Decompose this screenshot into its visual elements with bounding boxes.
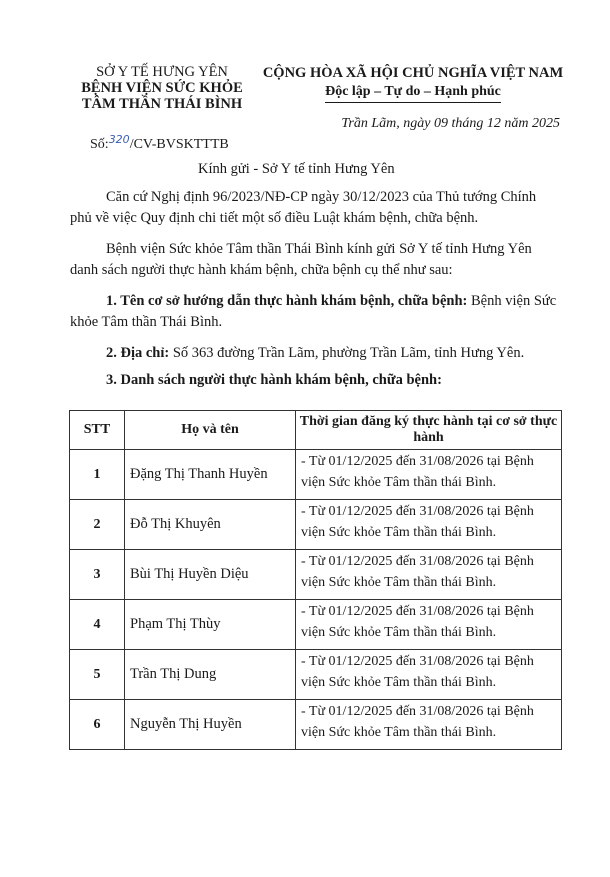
document-date: Trần Lãm, ngày 09 tháng 12 năm 2025 — [341, 116, 560, 131]
row-name: Đặng Thị Thanh Huyền — [125, 450, 296, 500]
agency-name-line2: TÂM THẦN THÁI BÌNH — [81, 96, 243, 112]
national-header — [258, 64, 568, 103]
section-3-label: 3. Danh sách người thực hành khám bệnh, chữa bệnh: — [106, 372, 442, 388]
table-row — [70, 550, 562, 600]
section-2 — [70, 343, 560, 364]
legal-basis-paragraph: Căn cứ Nghị định 96/2023/NĐ-CP ngày 30/12/2023 của Thủ tướng Chính phủ về việc Quy định chi tiết một số điều Luật khám bệnh, chữa bệnh. — [70, 189, 537, 226]
row-time: - Từ 01/12/2025 đến 31/08/2026 tại Bệnh viện Sức khỏe Tâm thần thái Bình. — [296, 450, 562, 500]
section-2-value: Số 363 đường Trần Lãm, phường Trần Lãm, tỉnh Hưng Yên. — [169, 345, 525, 361]
document-number — [90, 133, 229, 153]
issuing-agency — [62, 64, 262, 112]
row-stt: 4 — [70, 600, 125, 650]
row-name: Nguyễn Thị Huyền — [125, 700, 296, 750]
intro-paragraph: Bệnh viện Sức khỏe Tâm thần Thái Bình kính gửi Sở Y tế tỉnh Hưng Yên danh sách người thực hành khám bệnh, chữa bệnh cụ thể như sau: — [70, 241, 532, 278]
header-name: Họ và tên — [125, 411, 296, 450]
table-row — [70, 600, 562, 650]
recipient-line: Kính gửi - Sở Y tế tỉnh Hưng Yên — [198, 161, 395, 177]
header-stt: STT — [70, 411, 125, 450]
header-time: Thời gian đăng ký thực hành tại cơ sở thực hành — [296, 411, 562, 450]
table-row — [70, 700, 562, 750]
row-name: Phạm Thị Thùy — [125, 600, 296, 650]
section-1-value: Bệnh viện Sức khỏe Tâm thần Thái Bình. — [70, 293, 557, 330]
doc-number-handwritten: 320 — [108, 133, 130, 146]
row-time: - Từ 01/12/2025 đến 31/08/2026 tại Bệnh viện Sức khỏe Tâm thần thái Bình. — [296, 550, 562, 600]
section-1 — [70, 291, 560, 333]
agency-parent: SỞ Y TẾ HƯNG YÊN — [96, 64, 228, 80]
row-stt: 3 — [70, 550, 125, 600]
doc-number-label: Số: — [90, 137, 109, 152]
doc-number-suffix: /CV-BVSKTTTB — [129, 137, 229, 152]
row-time: - Từ 01/12/2025 đến 31/08/2026 tại Bệnh viện Sức khỏe Tâm thần thái Bình. — [296, 700, 562, 750]
row-name: Trần Thị Dung — [125, 650, 296, 700]
row-stt: 2 — [70, 500, 125, 550]
table-row — [70, 500, 562, 550]
agency-name-line1: BỆNH VIỆN SỨC KHỎE — [81, 80, 243, 96]
row-name: Đỗ Thị Khuyên — [125, 500, 296, 550]
country-title: CỘNG HÒA XÃ HỘI CHỦ NGHĨA VIỆT NAM — [262, 65, 564, 81]
practitioner-table — [69, 410, 562, 750]
table-row — [70, 650, 562, 700]
national-motto: Độc lập – Tự do – Hạnh phúc — [325, 83, 501, 103]
row-stt: 1 — [70, 450, 125, 500]
table-header-row — [70, 411, 562, 450]
row-name: Bùi Thị Huyền Diệu — [125, 550, 296, 600]
row-stt: 5 — [70, 650, 125, 700]
row-stt: 6 — [70, 700, 125, 750]
row-time: - Từ 01/12/2025 đến 31/08/2026 tại Bệnh viện Sức khỏe Tâm thần thái Bình. — [296, 650, 562, 700]
table-row — [70, 450, 562, 500]
section-1-label: 1. Tên cơ sở hướng dẫn thực hành khám bệnh, chữa bệnh: — [106, 293, 468, 309]
section-2-label: 2. Địa chỉ: — [106, 345, 170, 361]
row-time: - Từ 01/12/2025 đến 31/08/2026 tại Bệnh viện Sức khỏe Tâm thần thái Bình. — [296, 600, 562, 650]
row-time: - Từ 01/12/2025 đến 31/08/2026 tại Bệnh viện Sức khỏe Tâm thần thái Bình. — [296, 500, 562, 550]
